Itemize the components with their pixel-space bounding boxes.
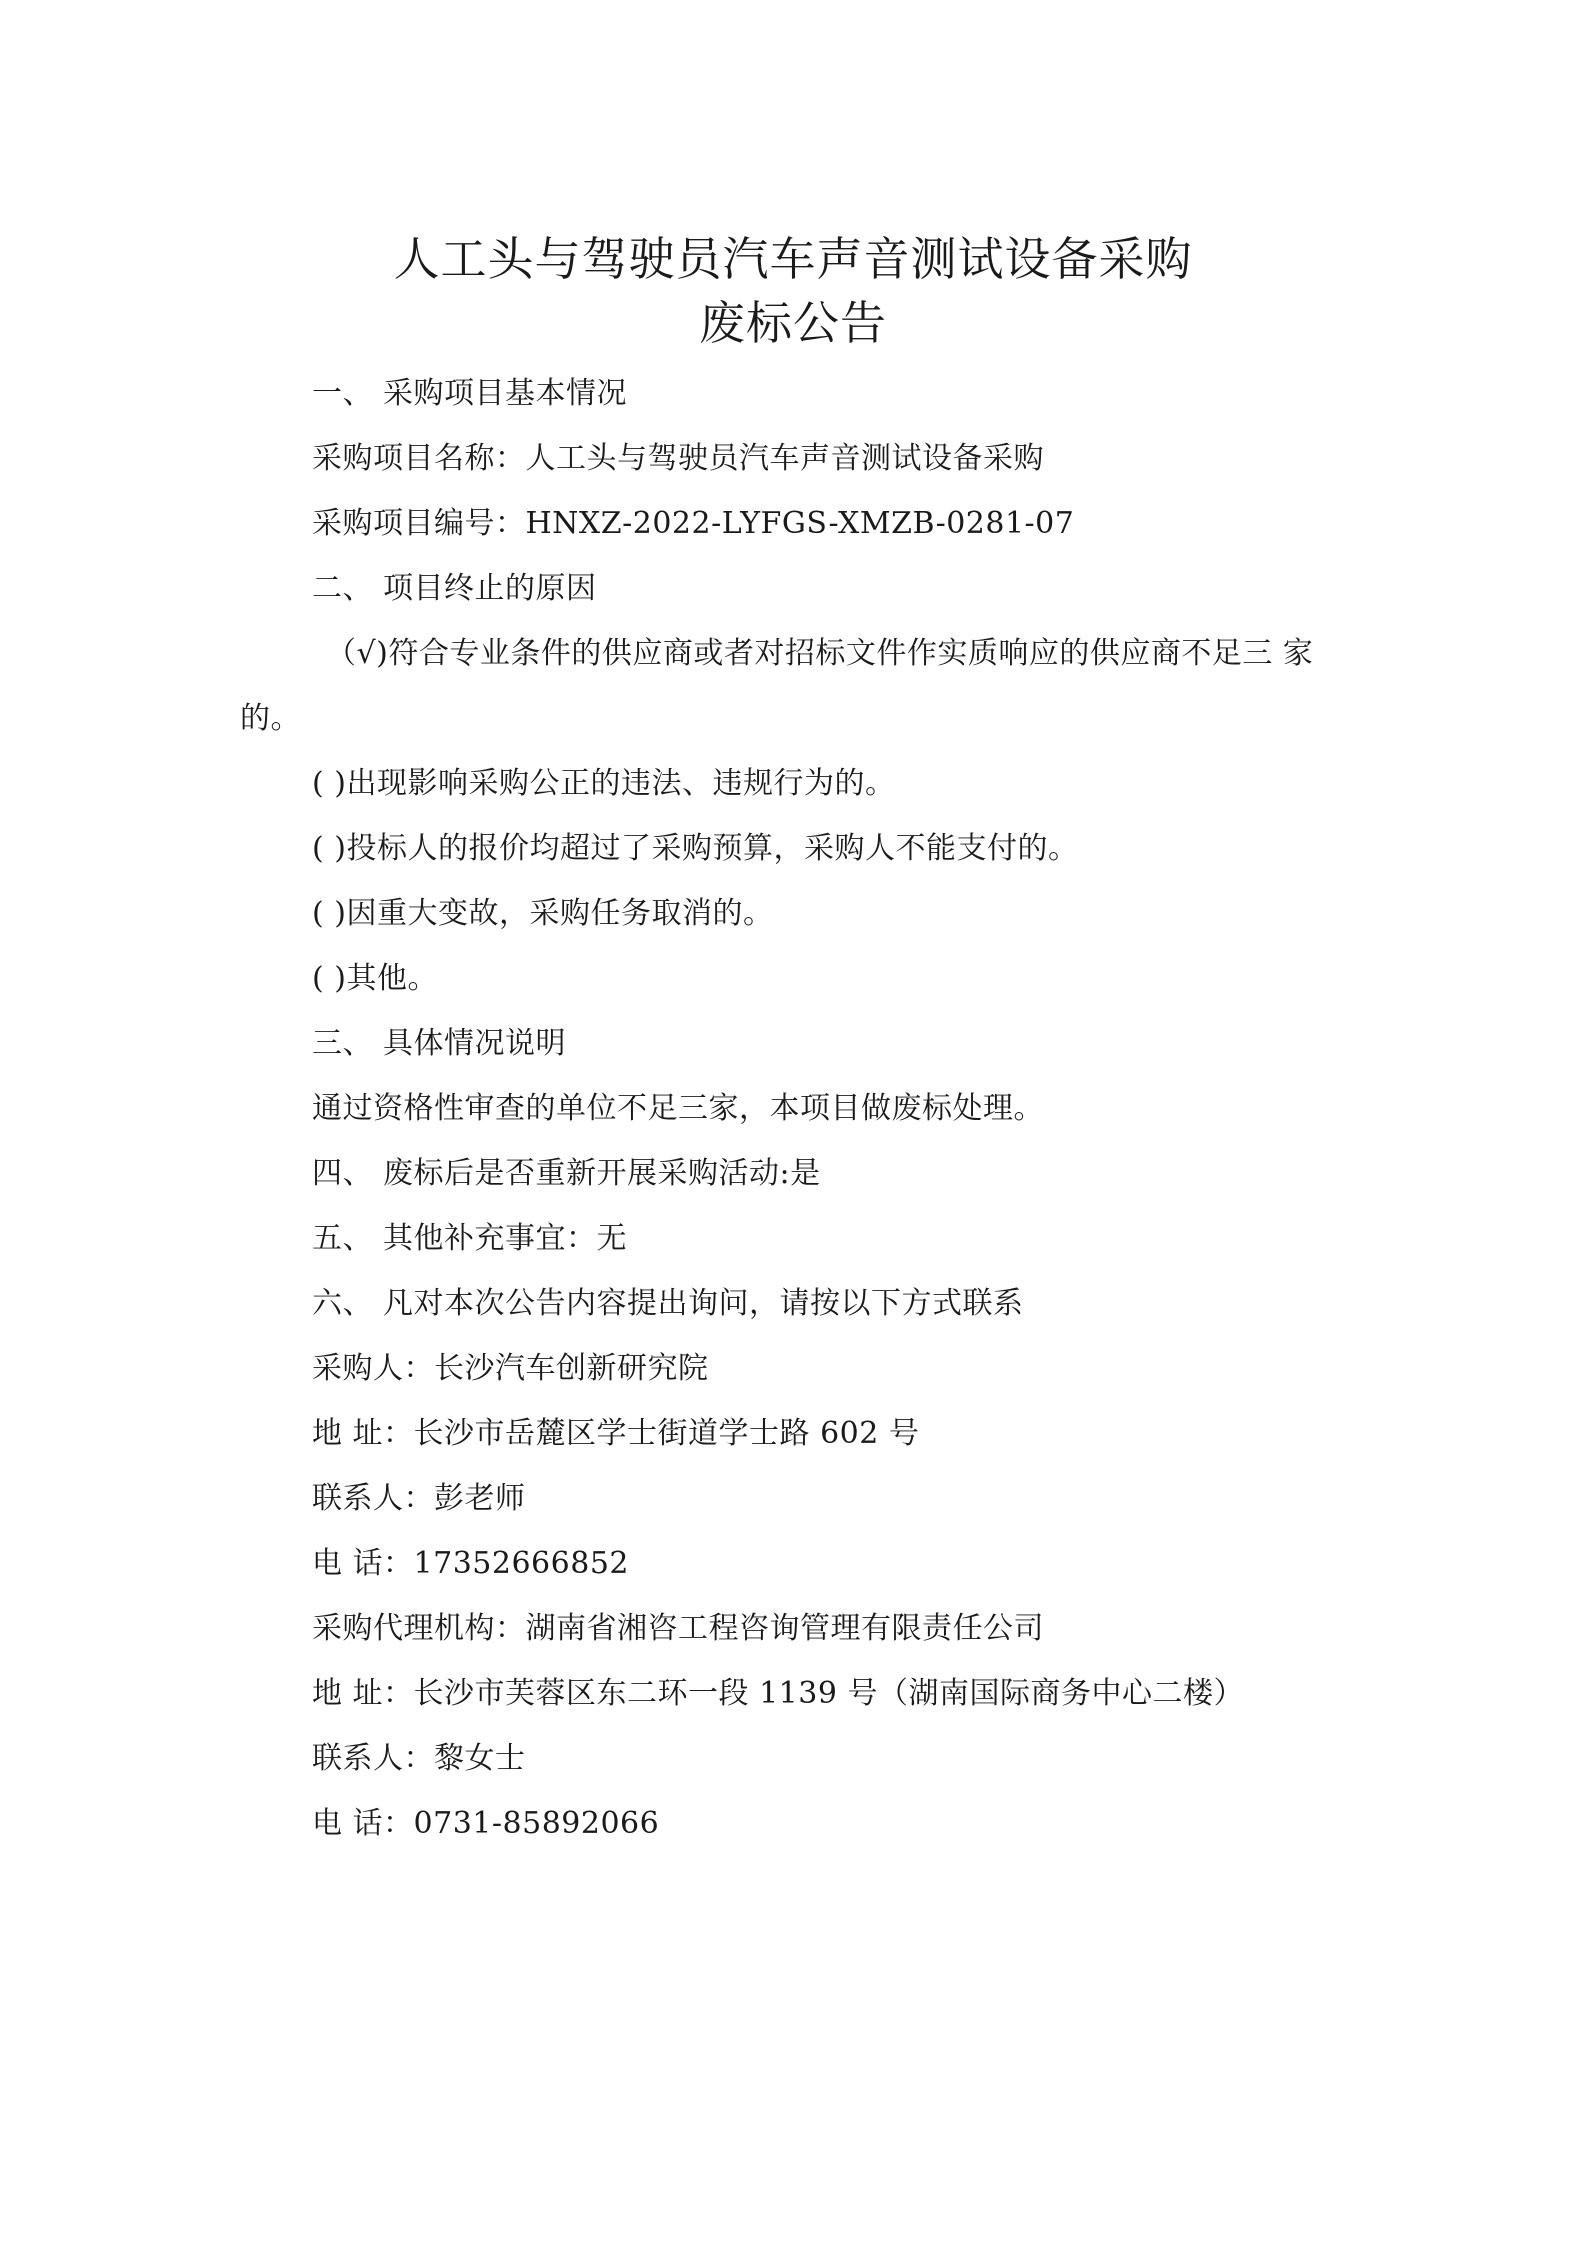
reason-3: ( )投标人的报价均超过了采购预算，采购人不能支付的。 — [312, 831, 1079, 866]
section1-heading: 一、 采购项目基本情况 — [312, 376, 628, 411]
section4-text: 四、 废标后是否重新开展采购活动:是 — [312, 1156, 821, 1191]
reason-4: ( )因重大变故，采购任务取消的。 — [312, 896, 774, 931]
purchaser-phone: 电 话：17352666852 — [312, 1546, 629, 1581]
reason-1-line1: （√)符合专业条件的供应商或者对招标文件作实质响应的供应商不足三 家 — [326, 636, 1314, 671]
purchaser-contact: 联系人：彭老师 — [312, 1481, 526, 1516]
reason-2: ( )出现影响采购公正的违法、违规行为的。 — [312, 766, 896, 801]
document-title-line2: 废标公告 — [699, 296, 887, 350]
reason-5: ( )其他。 — [312, 961, 438, 996]
section5-text: 五、 其他补充事宜：无 — [312, 1221, 628, 1256]
purchaser-name: 采购人：长沙汽车创新研究院 — [312, 1351, 709, 1386]
agency-name: 采购代理机构：湖南省湘咨工程咨询管理有限责任公司 — [312, 1611, 1044, 1646]
section2-heading: 二、 项目终止的原因 — [312, 571, 597, 606]
project-name: 采购项目名称：人工头与驾驶员汽车声音测试设备采购 — [312, 441, 1044, 476]
project-number: 采购项目编号：HNXZ-2022-LYFGS-XMZB-0281-07 — [312, 506, 1075, 541]
section6-heading: 六、 凡对本次公告内容提出询问，请按以下方式联系 — [312, 1286, 1024, 1321]
purchaser-address: 地 址：长沙市岳麓区学士街道学士路 602 号 — [312, 1416, 920, 1451]
section3-text: 通过资格性审查的单位不足三家，本项目做废标处理。 — [312, 1091, 1044, 1126]
agency-address: 地 址：长沙市芙蓉区东二环一段 1139 号（湖南国际商务中心二楼） — [312, 1676, 1244, 1711]
reason-1-line2: 的。 — [240, 701, 301, 736]
section3-heading: 三、 具体情况说明 — [312, 1026, 567, 1061]
agency-phone: 电 话：0731-85892066 — [312, 1806, 660, 1841]
agency-contact: 联系人：黎女士 — [312, 1741, 526, 1776]
document-title-line1: 人工头与驾驶员汽车声音测试设备采购 — [393, 232, 1193, 286]
